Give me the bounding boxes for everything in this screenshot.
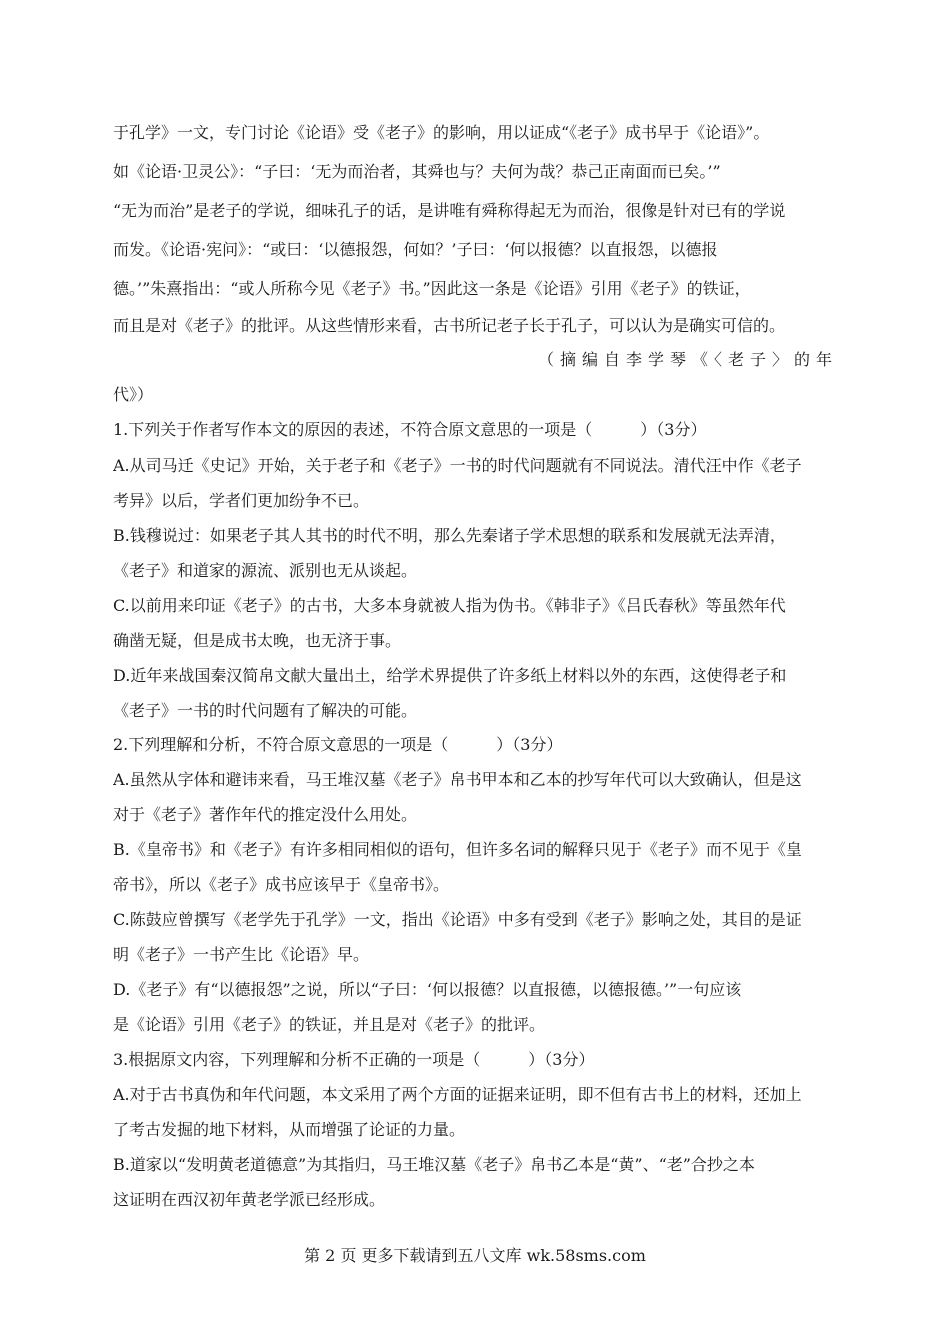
passage-line: 德。’”朱熹指出：“或人所称今见《老子》书。”因此这一条是《论语》引用《老子》的铁证，	[113, 279, 751, 298]
citation: （摘编自李学琴《〈老子〉的年	[537, 350, 838, 369]
question-1-option-c: C.以前用来印证《老子》的古书，大多本身就被人指为伪书。《韩非子》《吕氏春秋》等虽然年代	[113, 596, 786, 615]
question-2-option-b: B.《皇帝书》和《老子》有许多相同相似的语句，但许多名词的解释只见于《老子》而不见于《皇	[113, 840, 802, 859]
question-2-option-c: C.陈鼓应曾撰写《老学先于孔学》一文，指出《论语》中多有受到《老子》影响之处，其目的是证	[113, 910, 802, 929]
question-2-option-b-cont: 帝书》，所以《老子》成书应该早于《皇帝书》。	[113, 875, 450, 894]
passage-line: 于孔学》一文，专门讨论《论语》受《老子》的影响，用以证成“《老子》成书早于《论语》”。	[113, 123, 770, 142]
question-2-option-d-cont: 是《论语》引用《老子》的铁证，并且是对《老子》的批评。	[113, 1015, 546, 1034]
passage-line: 如《论语·卫灵公》：“子曰：‘无为而治者，其舜也与？夫何为哉？恭己正南面而已矣。’”	[113, 162, 721, 181]
question-1-option-b-cont: 《老子》和道家的源流、派别也无从谈起。	[113, 561, 418, 580]
question-1-option-a: A.从司马迁《史记》开始，关于老子和《老子》一书的时代问题就有不同说法。清代汪中作《老子	[113, 456, 802, 475]
question-3-option-b: B.道家以“发明黄老道德意”为其指归，马王堆汉墓《老子》帛书乙本是“黄”、“老”合抄之本	[113, 1155, 755, 1174]
question-2-option-a-cont: 对于《老子》著作年代的推定没什么用处。	[113, 805, 418, 824]
question-2-option-d: D.《老子》有“以德报怨”之说，所以“子曰：‘何以报德？以直报德，以德报德。’”一句应该	[113, 980, 742, 999]
question-3-stem: 3.根据原文内容，下列理解和分析不正确的一项是（ ）（3分）	[113, 1050, 595, 1069]
passage-line: 而发。《论语·宪问》：“或曰：‘以德报怨，何如？’子曰：‘何以报德？以直报怨，以德报	[113, 240, 718, 259]
passage-line: “无为而治”是老子的学说，细味孔子的话，是讲唯有舜称得起无为而治，很像是针对已有的学说	[113, 201, 786, 220]
question-1-option-c-cont: 确凿无疑，但是成书太晚，也无济于事。	[113, 631, 402, 650]
question-2-stem: 2.下列理解和分析，不符合原文意思的一项是（ ）（3分）	[113, 735, 563, 754]
question-3-option-a: A.对于古书真伪和年代问题，本文采用了两个方面的证据来证明，即不但有古书上的材料，还加上	[113, 1085, 802, 1104]
question-1-option-d-cont: 《老子》一书的时代问题有了解决的可能。	[113, 701, 418, 720]
question-1-option-a-cont: 考异》以后，学者们更加纷争不已。	[113, 491, 370, 510]
question-1-stem: 1.下列关于作者写作本文的原因的表述，不符合原文意思的一项是（ ）（3分）	[113, 420, 707, 439]
question-1-option-b: B.钱穆说过：如果老子其人其书的时代不明，那么先秦诸子学术思想的联系和发展就无法弄清，	[113, 526, 786, 545]
passage-line: 而且是对《老子》的批评。从这些情形来看，古书所记老子长于孔子，可以认为是确实可信的。	[113, 316, 786, 335]
question-3-option-b-cont: 这证明在西汉初年黄老学派已经形成。	[113, 1190, 386, 1209]
question-1-option-d: D.近年来战国秦汉简帛文献大量出土，给学术界提供了许多纸上材料以外的东西，这使得老子和	[113, 666, 787, 685]
citation-continued: 代》）	[113, 385, 154, 404]
page-footer: 第 2 页 更多下载请到五八文库 wk.58sms.com	[304, 1246, 646, 1265]
question-2-option-c-cont: 明《老子》一书产生比《论语》早。	[113, 945, 370, 964]
question-2-option-a: A.虽然从字体和避讳来看，马王堆汉墓《老子》帛书甲本和乙本的抄写年代可以大致确认，但是这	[113, 770, 802, 789]
question-3-option-a-cont: 了考古发掘的地下材料，从而增强了论证的力量。	[113, 1120, 466, 1139]
